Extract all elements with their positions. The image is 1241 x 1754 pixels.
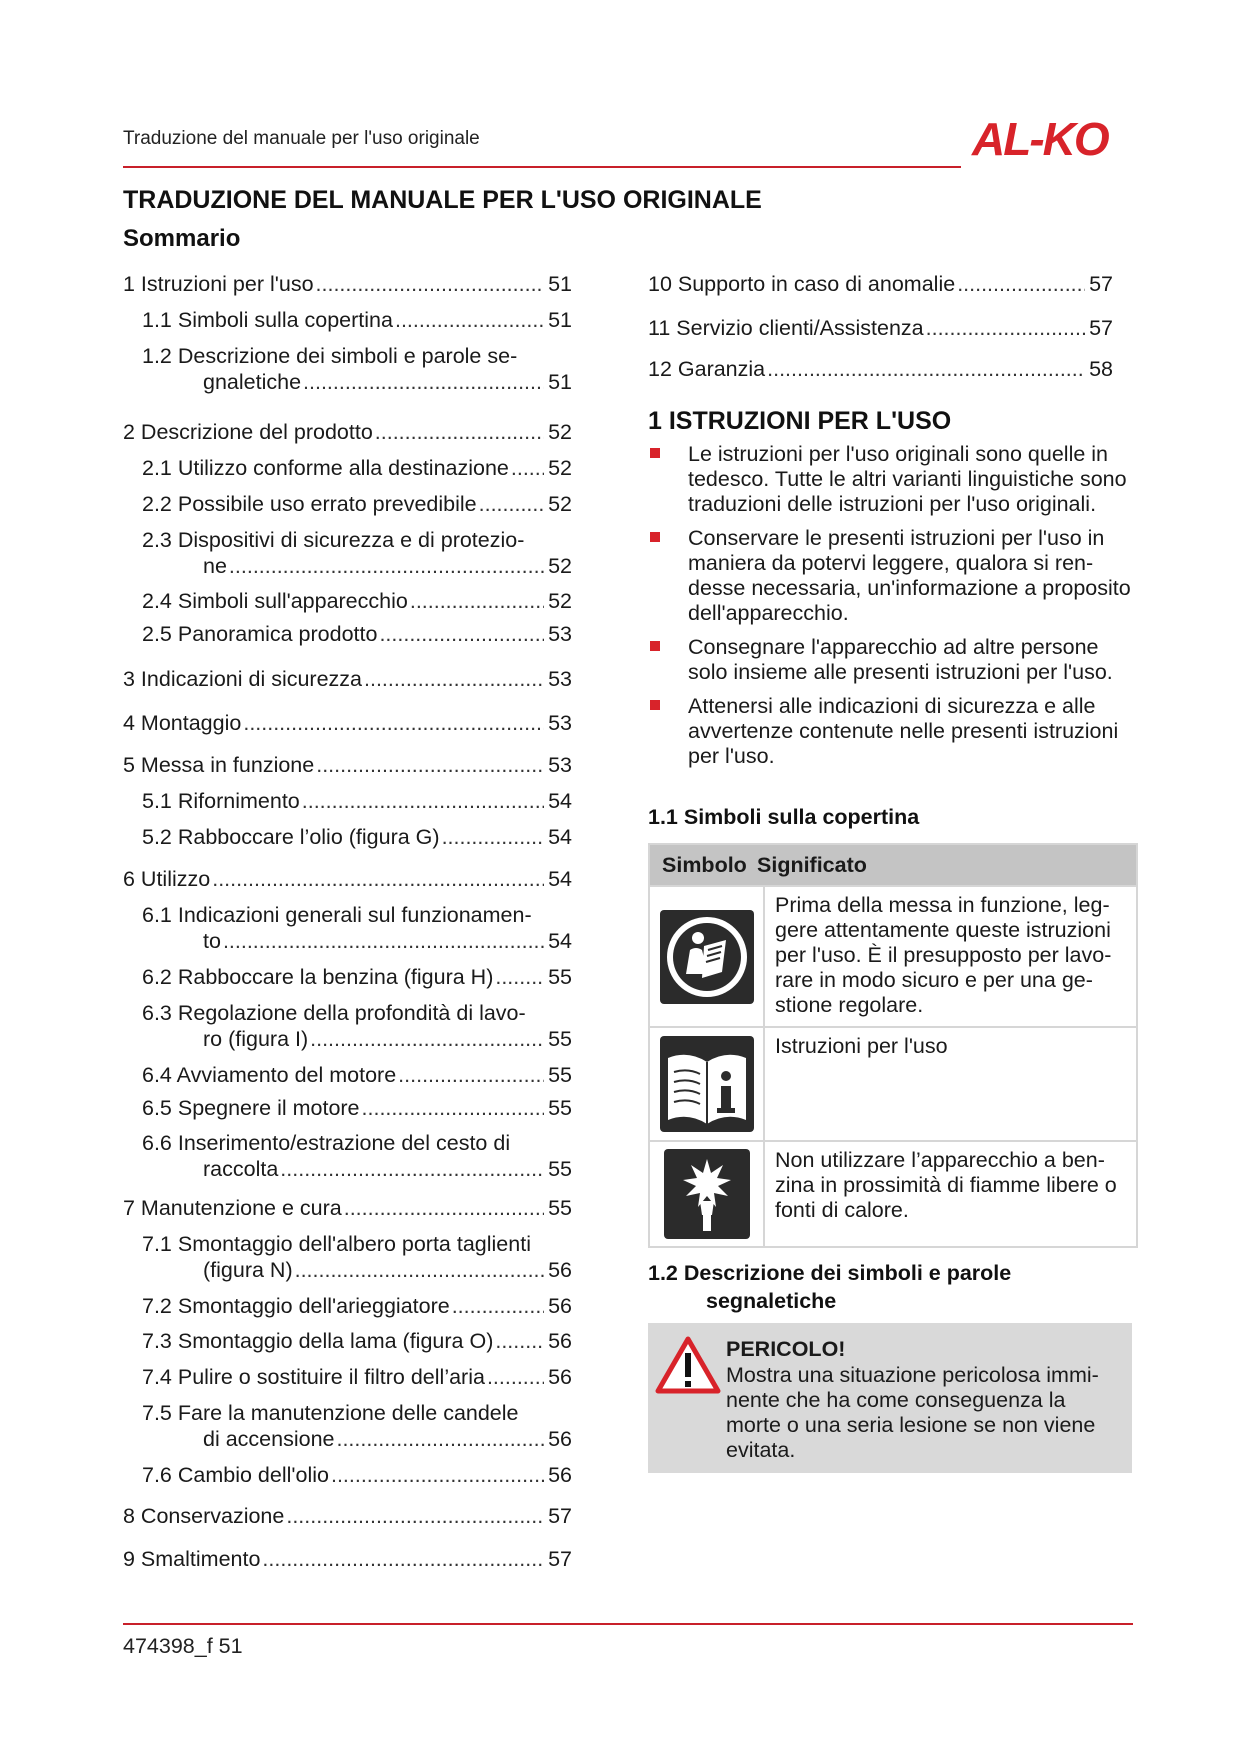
toc-page-number: 54: [548, 789, 572, 813]
toc-heading: Sommario: [123, 225, 241, 252]
toc-leader: [479, 491, 544, 517]
toc-entry-title: 3 Indicazioni di sicurezza: [123, 667, 363, 691]
section-1-1-heading: 1.1 Simboli sulla copertina: [648, 805, 920, 829]
toc-leader: [212, 866, 544, 892]
toc-entry[interactable]: [142, 1130, 572, 1182]
toc-page-number: 55: [548, 965, 572, 989]
toc-page-number: 57: [1089, 272, 1113, 296]
toc-entry[interactable]: [648, 315, 1113, 341]
toc-entry-title: 6.5 Spegnere il motore: [142, 1096, 360, 1120]
bullet-item: Consegnare l'apparecchio ad altre persone solo insieme alle presenti istruzioni per l'uso.: [648, 635, 1133, 685]
bullet-square-icon: [650, 532, 660, 542]
toc-entry[interactable]: [142, 527, 572, 579]
toc-page-number: 55: [548, 1196, 572, 1220]
toc-entry-title: 7.1 Smontaggio dell'albero porta taglienti: [142, 1232, 531, 1256]
toc-leader: [487, 1364, 544, 1390]
toc-entry-title: 2.3 Dispositivi di sicurezza e di protezio-: [142, 528, 525, 552]
toc-entry[interactable]: [142, 1000, 572, 1052]
toc-leader: [452, 1293, 544, 1319]
toc-entry-title: 2.5 Panoramica prodotto: [142, 622, 378, 646]
toc-page-number: 56: [548, 1463, 572, 1487]
toc-entry[interactable]: [648, 356, 1113, 382]
toc-leader: [495, 964, 544, 990]
section-1-heading: 1 ISTRUZIONI PER L'USO: [648, 407, 952, 435]
toc-page-number: 51: [548, 370, 572, 394]
col-symbol: Simbolo: [662, 853, 747, 877]
header-divider: [123, 166, 961, 168]
toc-page-number: 57: [548, 1547, 572, 1571]
toc-page-number: 56: [548, 1258, 572, 1282]
toc-entry[interactable]: [123, 1503, 572, 1529]
table-cell-meaning: Non utilizzare l’apparecchio a benzina in prossimità di fiamme libere o fonti di calore.: [775, 1148, 1117, 1222]
bullet-item: Le istruzioni per l'uso originali sono quelle in tedesco. Tutte le altri varianti linguistiche sono traduzioni delle istruzioni per l'uso originali.: [648, 442, 1133, 517]
toc-entry[interactable]: [142, 491, 572, 517]
toc-page-number: 54: [548, 825, 572, 849]
toc-page-number: 52: [548, 589, 572, 613]
toc-leader: [344, 1195, 544, 1221]
toc-entry[interactable]: [142, 902, 572, 954]
table-row: [650, 885, 1136, 1026]
toc-entry[interactable]: [142, 1364, 572, 1390]
toc-leader: [364, 666, 544, 692]
toc-page-number: 55: [548, 1063, 572, 1087]
toc-entry-title: 1.2 Descrizione dei simboli e parole se-: [142, 344, 518, 368]
table-row: [650, 1140, 1136, 1246]
toc-leader: [229, 553, 544, 579]
toc-entry-title: 6.2 Rabboccare la benzina (figura H): [142, 965, 494, 989]
toc-leader: [303, 369, 544, 395]
no-open-flame-icon: [664, 1149, 750, 1239]
toc-entry[interactable]: [142, 1462, 572, 1488]
toc-entry-title: 6.6 Inserimento/estrazione del cesto di: [142, 1131, 511, 1155]
toc-page-number: 55: [548, 1157, 572, 1181]
toc-entry-title: 7.2 Smontaggio dell'arieggiatore: [142, 1294, 450, 1318]
toc-leader: [410, 588, 544, 614]
toc-leader: [331, 1462, 544, 1488]
toc-leader: [395, 307, 544, 333]
bullet-square-icon: [650, 641, 660, 651]
toc-entry-title-cont: gnaletiche: [203, 370, 302, 394]
toc-entry[interactable]: [142, 621, 572, 647]
toc-page-number: 57: [1089, 316, 1113, 340]
bullet-item: Conservare le presenti istruzioni per l'uso in maniera da potervi leggere, qualora si rendesse necessaria, un'informazione a proposito dell'apparecchio.: [648, 526, 1133, 626]
toc-page-number: 51: [548, 308, 572, 332]
toc-entry-title: 7.6 Cambio dell'olio: [142, 1463, 329, 1487]
toc-entry[interactable]: [142, 1293, 572, 1319]
table-row: [650, 1026, 1136, 1140]
section-1-2-heading: 1.2 Descrizione dei simboli e parole: [648, 1261, 1012, 1285]
toc-leader: [302, 788, 544, 814]
toc-entry-title: 7.4 Pulire o sostituire il filtro dell’aria: [142, 1365, 485, 1389]
toc-entry-title-cont: di accensione: [203, 1427, 335, 1451]
toc-entry[interactable]: [142, 1062, 572, 1088]
toc-leader: [280, 1156, 544, 1182]
toc-page-number: 53: [548, 622, 572, 646]
toc-leader: [316, 271, 545, 297]
toc-entry[interactable]: [142, 307, 572, 333]
toc-entry[interactable]: [123, 866, 572, 892]
warning-triangle-icon: [654, 1335, 722, 1395]
toc-leader: [310, 1026, 544, 1052]
toc-leader: [767, 356, 1085, 382]
toc-entry[interactable]: [123, 271, 572, 297]
toc-entry-title: 7.5 Fare la manutenzione delle candele: [142, 1401, 519, 1425]
symbol-table-header: [650, 845, 1136, 885]
toc-page-number: 56: [548, 1365, 572, 1389]
toc-leader: [375, 419, 544, 445]
toc-page-number: 55: [548, 1096, 572, 1120]
toc-entry-title: 2.2 Possibile uso errato prevedibile: [142, 492, 477, 516]
toc-entry[interactable]: [142, 1328, 572, 1354]
toc-entry-title: 6.3 Regolazione della profondità di lavo-: [142, 1001, 526, 1025]
toc-leader: [295, 1257, 544, 1283]
toc-entry-title: 9 Smaltimento: [123, 1547, 261, 1571]
toc-entry-title: 7.3 Smontaggio della lama (figura O): [142, 1329, 494, 1353]
toc-entry-title: 6.4 Avviamento del motore: [142, 1063, 397, 1087]
toc-entry-title: 2.4 Simboli sull'apparecchio: [142, 589, 408, 613]
symbol-table: [648, 843, 1138, 1248]
bullet-square-icon: [650, 448, 660, 458]
toc-page-number: 53: [548, 711, 572, 735]
toc-entry-title: 12 Garanzia: [648, 357, 766, 381]
toc-entry-title: 4 Montaggio: [123, 711, 242, 735]
bullet-item: Attenersi alle indicazioni di sicurezza e alle avvertenze contenute nelle presenti istruzioni per l'uso.: [648, 694, 1133, 769]
toc-page-number: 52: [548, 492, 572, 516]
toc-entry[interactable]: [142, 343, 572, 395]
toc-entry-title: 1 Istruzioni per l'uso: [123, 272, 314, 296]
toc-entry-title: 10 Supporto in caso di anomalie: [648, 272, 956, 296]
toc-entry[interactable]: [648, 271, 1113, 297]
toc-leader: [223, 928, 544, 954]
danger-title: PERICOLO!: [726, 1337, 846, 1361]
footer-page-id: 474398_f 51: [123, 1634, 243, 1658]
toc-leader: [398, 1062, 544, 1088]
toc-entry[interactable]: [142, 1231, 572, 1283]
toc-leader: [316, 752, 544, 778]
toc-page-number: 54: [548, 929, 572, 953]
toc-entry-title-cont: to: [203, 929, 221, 953]
toc-entry[interactable]: [123, 1546, 572, 1572]
toc-leader: [957, 271, 1085, 297]
toc-entry-title: 6.1 Indicazioni generali sul funzionamen-: [142, 903, 532, 927]
toc-entry-title: 5.2 Rabboccare l’olio (figura G): [142, 825, 440, 849]
footer-divider: [123, 1623, 1133, 1625]
section-1-2-heading-cont: segnaletiche: [706, 1289, 837, 1313]
toc-leader: [286, 1503, 544, 1529]
toc-page-number: 53: [548, 667, 572, 691]
toc-leader: [262, 1546, 544, 1572]
toc-entry-title-cont: ro (figura I): [203, 1027, 309, 1051]
toc-leader: [362, 1095, 545, 1121]
toc-leader: [495, 1328, 544, 1354]
header-subtitle: Traduzione del manuale per l'uso originale: [123, 128, 480, 149]
toc-entry[interactable]: [142, 788, 572, 814]
read-manual-icon: [660, 910, 754, 1004]
toc-leader: [442, 824, 545, 850]
toc-entry-title: 1.1 Simboli sulla copertina: [142, 308, 393, 332]
toc-entry[interactable]: [123, 1195, 572, 1221]
danger-text: Mostra una situazione pericolosa imminente che ha come conseguenza la morte o una seria lesione se non viene evitata.: [726, 1363, 1099, 1462]
toc-entry[interactable]: [123, 710, 572, 736]
toc-entry[interactable]: [123, 666, 572, 692]
toc-leader: [243, 710, 544, 736]
page-title: TRADUZIONE DEL MANUALE PER L'USO ORIGINALE: [123, 186, 762, 214]
manual-info-icon: [660, 1036, 754, 1132]
toc-leader: [336, 1426, 544, 1452]
toc-entry-title-cont: ne: [203, 554, 227, 578]
toc-entry[interactable]: [123, 419, 572, 445]
table-cell-meaning: Prima della messa in funzione, leggere attentamente queste istruzioni per l'uso. È il presupposto per lavorare in modo sicuro e per una gestione regolare.: [775, 893, 1112, 1017]
col-meaning: Significato: [757, 853, 867, 877]
toc-page-number: 54: [548, 867, 572, 891]
toc-page-number: 53: [548, 753, 572, 777]
toc-entry[interactable]: [142, 588, 572, 614]
toc-entry[interactable]: [123, 752, 572, 778]
danger-box: [648, 1323, 1132, 1473]
toc-entry-title-cont: (figura N): [203, 1258, 293, 1282]
toc-page-number: 58: [1089, 357, 1113, 381]
toc-page-number: 52: [548, 420, 572, 444]
toc-leader: [379, 621, 544, 647]
bullet-square-icon: [650, 700, 660, 710]
toc-entry-title: 8 Conservazione: [123, 1504, 285, 1528]
toc-entry[interactable]: [142, 1095, 572, 1121]
toc-entry[interactable]: [142, 1400, 572, 1452]
toc-entry-title: 5 Messa in funzione: [123, 753, 315, 777]
table-cell-meaning: Istruzioni per l'uso: [775, 1034, 948, 1058]
toc-entry[interactable]: [142, 824, 572, 850]
toc-leader: [926, 315, 1085, 341]
toc-entry-title: 11 Servizio clienti/Assistenza: [648, 316, 924, 340]
toc-entry-title: 2.1 Utilizzo conforme alla destinazione: [142, 456, 509, 480]
toc-entry-title: 2 Descrizione del prodotto: [123, 420, 373, 444]
toc-entry[interactable]: [142, 455, 572, 481]
toc-entry[interactable]: [142, 964, 572, 990]
section-1-bullets: [648, 442, 1133, 778]
toc-page-number: 57: [548, 1504, 572, 1528]
toc-entry-title: 7 Manutenzione e cura: [123, 1196, 342, 1220]
toc-leader: [511, 455, 544, 481]
toc-entry-title-cont: raccolta: [203, 1157, 279, 1181]
toc-entry-title: 5.1 Rifornimento: [142, 789, 300, 813]
alko-logo: AL-KO: [972, 113, 1108, 165]
toc-page-number: 55: [548, 1027, 572, 1051]
toc-page-number: 52: [548, 456, 572, 480]
toc-page-number: 56: [548, 1427, 572, 1451]
toc-page-number: 52: [548, 554, 572, 578]
toc-entry-title: 6 Utilizzo: [123, 867, 211, 891]
toc-page-number: 51: [548, 272, 572, 296]
toc-page-number: 56: [548, 1329, 572, 1353]
toc-page-number: 56: [548, 1294, 572, 1318]
